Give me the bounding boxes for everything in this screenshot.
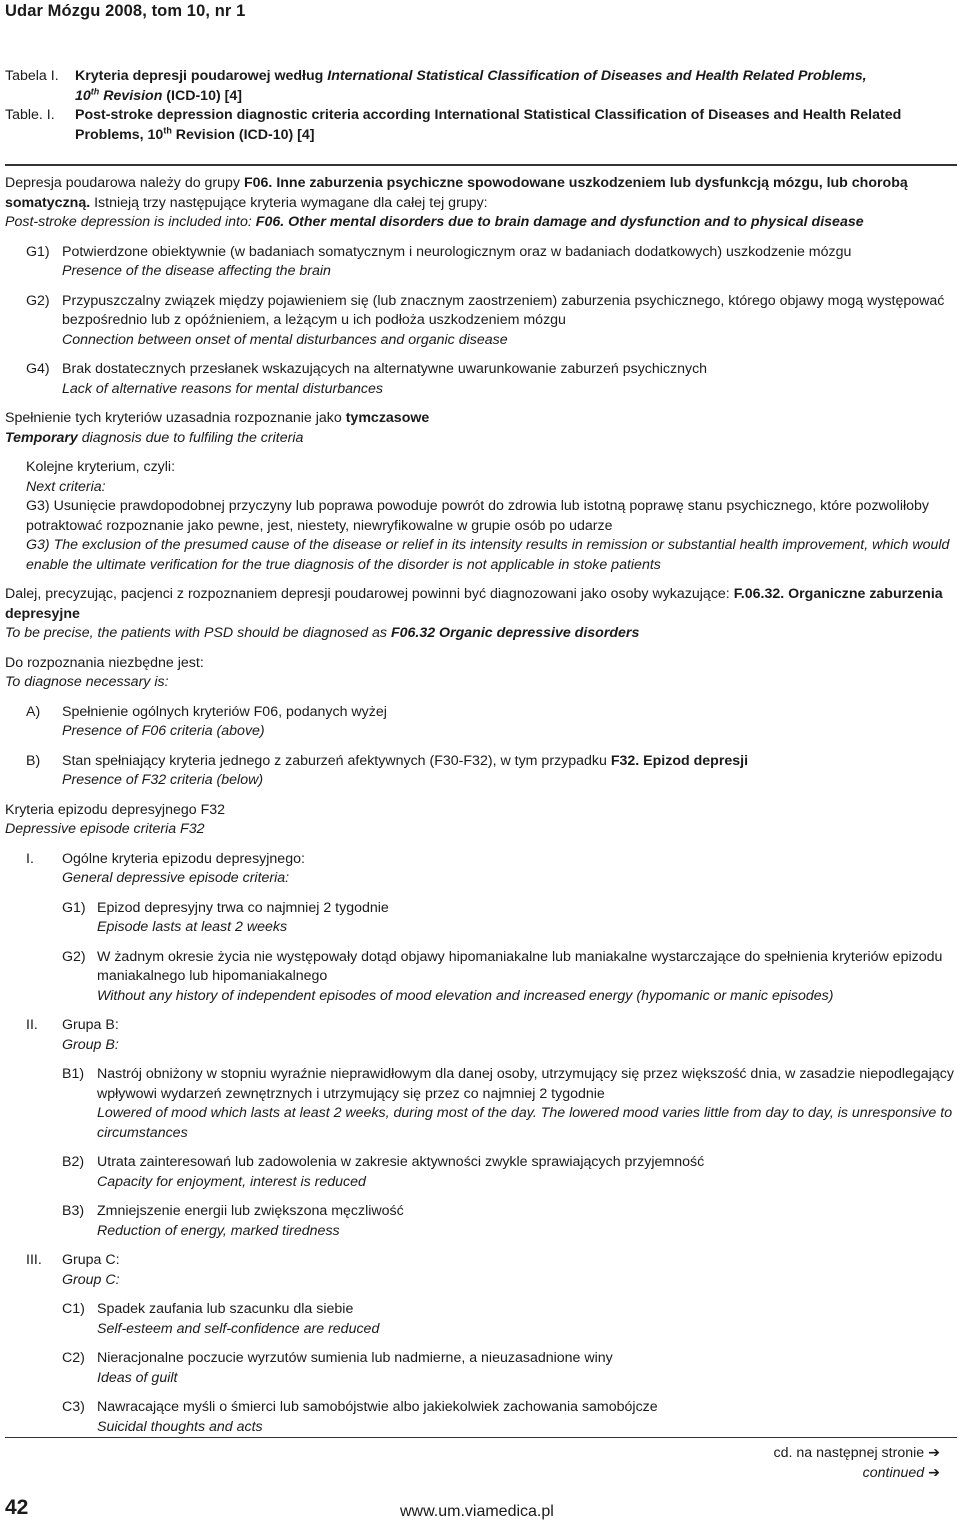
criterion-text: [97, 1300, 957, 1339]
necessary-item: [5, 703, 957, 742]
group-en: General depressive episode criteria:: [62, 870, 290, 886]
bottom-rule: [5, 1437, 957, 1438]
group-pl: Ogólne kryteria epizodu depresyjnego:: [62, 850, 305, 867]
necessary-list: [5, 703, 957, 801]
criterion-key: G2): [62, 948, 86, 965]
criterion-text: [97, 899, 957, 938]
criterion-text: [62, 292, 957, 351]
criterion-text: [62, 243, 957, 282]
criterion-text: [62, 360, 957, 399]
criterion-text: [97, 1349, 957, 1388]
episode-criterion: [5, 948, 957, 1007]
caption-pl: Tabela I. Kryteria depresji poudarowej według International Statistical Classification of Diseases and Health Related Problems, 10th Revision (ICD-10) [4]: [5, 67, 957, 106]
criterion-key: C1): [62, 1301, 85, 1317]
criterion-key: G4): [26, 361, 50, 377]
criterion-key: B3): [62, 1203, 85, 1219]
next-pl: Kolejne kryterium, czyli:: [26, 459, 176, 475]
necessary-pl: Spełnienie ogólnych kryteriów F06, podanych wyżej: [62, 703, 387, 720]
criterion-key: B): [26, 752, 41, 769]
episode-en: Depressive episode criteria F32: [5, 821, 205, 837]
group-en: Group B:: [62, 1036, 119, 1053]
episode-criterion-row: [62, 1300, 957, 1339]
necessary-item: [5, 752, 957, 791]
criterion-key: III.: [26, 1252, 42, 1268]
episode-criterion-row: [62, 948, 957, 1007]
top-rule: [5, 164, 957, 166]
episode-group: [5, 1016, 957, 1055]
arrow-right-icon: ➔: [928, 1445, 940, 1461]
episode-criterion-row: [62, 1349, 957, 1388]
caption-pl-label: Tabela I.: [5, 68, 59, 84]
g-criteria-list: [5, 243, 957, 410]
necessary-pl: Stan spełniający kryteria jednego z zaburzeń afektywnych (F30-F32), w tym przypadku F32. Epizod depresji: [62, 752, 749, 769]
caption-en-label: Table. I.: [5, 107, 55, 123]
necessary-en: Presence of F32 criteria (below): [62, 772, 264, 788]
criterion-key: B1): [62, 1066, 85, 1082]
episode-group: [5, 1251, 957, 1290]
next-en: Next criteria:: [26, 478, 106, 495]
episode-criterion: [5, 1398, 957, 1437]
criterion-key: C2): [62, 1350, 85, 1366]
episode-criterion: [5, 1349, 957, 1388]
criterion-key: II.: [26, 1017, 38, 1033]
criterion-en: Without any history of independent episodes of mood elevation and increased energy (hypomanic or manic episodes): [97, 987, 834, 1004]
episode-group: [5, 850, 957, 889]
criterion-pl: Utrata zainteresowań lub zadowolenia w zakresie aktywności zwykle sprawiających przyjemność: [97, 1154, 705, 1170]
necessary-item-row: [26, 752, 957, 791]
criterion-text: [62, 1251, 957, 1290]
criterion-pl: Nieracjonalne poczucie wyrzutów sumienia lub nadmierne, a nieuzasadnione winy: [97, 1350, 613, 1366]
criterion-en: Capacity for enjoyment, interest is reduced: [97, 1173, 366, 1190]
criterion-en: Lack of alternative reasons for mental disturbances: [62, 380, 383, 397]
group-pl: Grupa C:: [62, 1252, 120, 1268]
g3-en: G3) The exclusion of the presumed cause of the disease or relief in its intensity results in remission or substantial health improvement, which would enable the ultimate verification for the true diagnosis of the disorder is not applicable in stoke patients: [26, 537, 950, 573]
episode-criteria-list: [5, 850, 957, 1448]
episode-group-head: [26, 1016, 957, 1055]
precise-en: To be precise, the patients with PSD should be diagnosed as F06.32 Organic depressive disorders: [5, 625, 640, 641]
episode-group-head: [26, 850, 957, 889]
intro-pl: Depresja poudarowa należy do grupy F06. Inne zaburzenia psychiczne spowodowane uszkodzeniem lub dysfunkcją mózgu, lub chorobą somatyczną. Istnieją trzy następujące kryteria wymagane dla całej tej grupy:: [5, 175, 908, 211]
criterion-key: G1): [26, 243, 50, 260]
necessary-en: To diagnose necessary is:: [5, 674, 169, 690]
criterion-key: C3): [62, 1399, 85, 1415]
necessary-item-row: [26, 703, 957, 742]
criterion-text: [97, 1065, 957, 1143]
precise-pl: Dalej, precyzując, pacjenci z rozpoznaniem depresji poudarowej powinni być diagnozowani jako osoby wykazujące: F.06.32. Organiczne zaburzenia depresyjne: [5, 586, 943, 622]
criterion-text: [62, 752, 957, 791]
criterion-pl: W żadnym okresie życia nie występowały dotąd objawy hipomaniakalne lub maniakalne wystarczające do spełnienia kryteriów epizodu maniakalnego lub hipomaniakalnego: [97, 948, 943, 984]
criterion-pl: Zmniejszenie energii lub zwiększona męczliwość: [97, 1203, 404, 1219]
episode-criterion: [5, 1153, 957, 1192]
page-number: 42: [5, 1496, 29, 1519]
episode-criterion: [5, 1300, 957, 1339]
intro-en: Post-stroke depression is included into: F06. Other mental disorders due to brain damage and dysfunction and to physical disease: [5, 214, 864, 230]
episode-criterion: [5, 1202, 957, 1241]
criterion-en: Suicidal thoughts and acts: [97, 1418, 263, 1435]
group-en: Group C:: [62, 1271, 120, 1288]
episode-criterion-row: [62, 1398, 957, 1437]
group-pl: Grupa B:: [62, 1017, 119, 1033]
episode-criterion-row: [62, 899, 957, 938]
g-criterion-row: [26, 243, 957, 282]
episode-criterion-row: [62, 1153, 957, 1192]
episode-criterion: [5, 1065, 957, 1143]
episode-pl: Kryteria epizodu depresyjnego F32: [5, 801, 226, 818]
arrow-right-icon: ➔: [928, 1464, 940, 1481]
episode-group-head: [26, 1251, 957, 1290]
table-caption: [5, 67, 957, 145]
criterion-en: Episode lasts at least 2 weeks: [97, 919, 288, 935]
criterion-en: Presence of the disease affecting the brain: [62, 263, 331, 279]
criterion-pl: Brak dostatecznych przesłanek wskazujących na alternatywne uwarunkowanie zaburzeń psychicznych: [62, 361, 708, 377]
criterion-text: [62, 703, 957, 742]
episode-criterion: [5, 899, 957, 938]
caption-en: Table. I. Post-stroke depression diagnostic criteria according International Statistical Classification of Diseases and Health Related Problems, 10th Revision (ICD-10) [4]: [5, 106, 957, 145]
criterion-pl: Nastrój obniżony w stopniu wyraźnie nieprawidłowym dla danej osoby, utrzymujący się przez większość dnia, w zasadzie niepodlegający wpływowi wydarzeń zewnętrznych i utrzymujący się przez co najmniej 2 tygodnie: [97, 1066, 954, 1102]
temporary-en: Temporary diagnosis due to fulfiling the criteria: [5, 429, 304, 446]
criterion-pl: Spadek zaufania lub szacunku dla siebie: [97, 1301, 354, 1317]
g-criterion-row: [26, 292, 957, 351]
g-criterion: [5, 292, 957, 351]
criterion-en: Reduction of energy, marked tiredness: [97, 1222, 340, 1239]
temporary-pl: Spełnienie tych kryteriów uzasadnia rozpoznanie jako tymczasowe: [5, 410, 430, 426]
episode-criterion-row: [62, 1065, 957, 1143]
criterion-text: [97, 948, 957, 1007]
necessary-pl: Do rozpoznania niezbędne jest:: [5, 654, 204, 671]
criterion-text: [97, 1202, 957, 1241]
criterion-en: Connection between onset of mental disturbances and organic disease: [62, 331, 508, 348]
criterion-en: Ideas of guilt: [97, 1369, 178, 1386]
criterion-en: Self-esteem and self-confidence are reduced: [97, 1320, 380, 1337]
criterion-key: B2): [62, 1154, 85, 1170]
g-criterion-row: [26, 360, 957, 399]
criterion-key: G1): [62, 899, 86, 916]
criterion-text: [97, 1398, 957, 1437]
criterion-pl: Nawracające myśli o śmierci lub samobójstwie albo jakiekolwiek zachowania samobójcze: [97, 1399, 658, 1415]
continued-note: cd. na następnej stronie ➔ continued ➔: [773, 1445, 940, 1481]
criterion-text: [97, 1153, 957, 1192]
g3-pl: G3) Usunięcie prawdopodobnej przyczyny lub poprawa powoduje powrót do zdrowia lub istotną poprawę stanu psychicznego, które pozwoliłoby potraktować rozpoznanie jako pewne, jest, niestety, niewryfikowalne w grupie osób po udarze: [26, 498, 929, 534]
g-criterion: [5, 243, 957, 282]
footer-url: www.um.viamedica.pl: [400, 1503, 554, 1520]
criterion-key: I.: [26, 850, 34, 867]
criterion-text: [62, 850, 957, 889]
table-body: [5, 174, 957, 1447]
episode-criterion-row: [62, 1202, 957, 1241]
criterion-pl: Epizod depresyjny trwa co najmniej 2 tygodnie: [97, 899, 389, 916]
g-criterion: [5, 360, 957, 399]
criterion-key: A): [26, 703, 41, 720]
criterion-pl: Przypuszczalny związek między pojawieniem się (lub znacznym zaostrzeniem) zaburzenia psychicznego, którego objawy mogą występować bezpośrednio lub z opóźnieniem, a leżącym u ich podłoża uszkodzeniem mózgu: [62, 292, 945, 328]
criterion-text: [62, 1016, 957, 1055]
criterion-key: G2): [26, 292, 50, 309]
criterion-en: Lowered of mood which lasts at least 2 weeks, during most of the day. The lowered mood varies little from day to day, is unresponsive to circumstances: [97, 1105, 953, 1141]
journal-header: Udar Mózgu 2008, tom 10, nr 1: [5, 2, 246, 20]
criterion-pl: Potwierdzone obiektywnie (w badaniach somatycznym i neurologicznym oraz w badaniach dodatkowych) uszkodzenie mózgu: [62, 243, 852, 260]
necessary-en: Presence of F06 criteria (above): [62, 723, 265, 739]
